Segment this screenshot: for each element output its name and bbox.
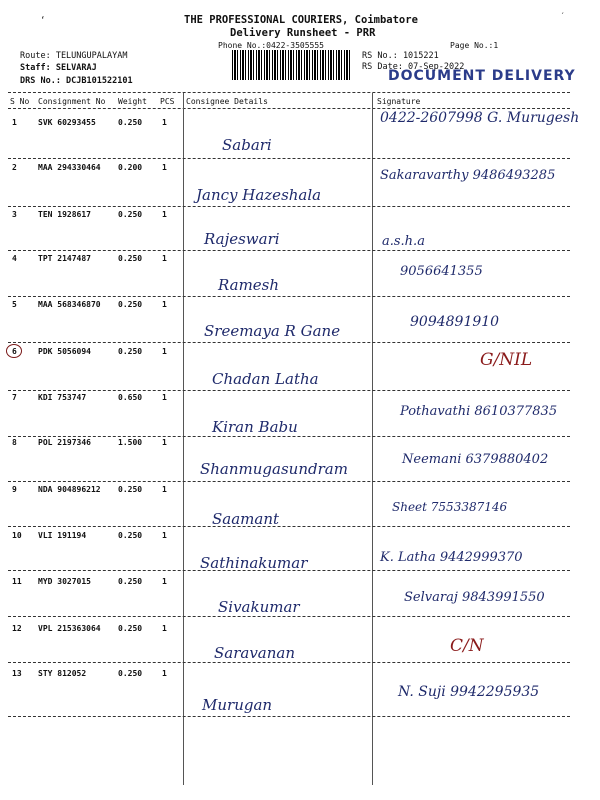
row-pcs: 1	[162, 210, 167, 219]
document-delivery-stamp: DOCUMENT DELIVERY	[388, 68, 576, 84]
column-header-consignee: Consignee Details	[186, 97, 268, 106]
row-sno: 8	[12, 438, 17, 447]
row-pcs: 1	[162, 438, 167, 447]
row-sno: 7	[12, 393, 17, 402]
barcode	[232, 50, 352, 80]
consignee-handwriting: Murugan	[202, 696, 273, 714]
row-sno: 4	[12, 254, 17, 263]
row-divider	[8, 716, 570, 717]
consignee-handwriting: Shanmugasundram	[200, 460, 348, 478]
row-pcs: 1	[162, 393, 167, 402]
scan-mark-icon: ‘	[40, 16, 46, 26]
row-sno: 1	[12, 118, 17, 127]
rs-date-field: RS Date: 07-Sep-2022	[362, 62, 465, 72]
row-weight: 0.250	[118, 254, 143, 263]
row-divider	[8, 662, 570, 663]
row-sno: 5	[12, 300, 17, 309]
divider	[8, 92, 570, 93]
scan-mark-icon: ′	[560, 12, 566, 22]
row-sno: 3	[12, 210, 17, 219]
row-pcs: 1	[162, 254, 167, 263]
row-pcs: 1	[162, 485, 167, 494]
company-title: THE PROFESSIONAL COURIERS, Coimbatore	[184, 14, 418, 26]
signature-handwriting: 0422-2607998 G. Murugesh	[380, 110, 580, 126]
column-header-sno: S No	[10, 97, 30, 106]
row-divider	[8, 296, 570, 297]
row-consignment-no: SVK 60293455	[38, 118, 96, 127]
column-header-consignment: Consignment No	[38, 97, 106, 106]
row-consignment-no: VLI 191194	[38, 531, 87, 540]
phone-number: Phone No.:0422-3505555	[218, 41, 324, 50]
consignee-handwriting: Saravanan	[214, 644, 296, 662]
row-weight: 0.250	[118, 624, 143, 633]
signature-handwriting: Selvaraj 9843991550	[404, 590, 545, 605]
divider	[8, 108, 570, 109]
column-header-signature: Signature	[377, 97, 421, 106]
row-sno: 12	[12, 624, 22, 633]
signature-handwriting: 9056641355	[400, 264, 483, 279]
consignee-handwriting: Sathinakumar	[200, 554, 308, 572]
row-pcs: 1	[162, 624, 167, 633]
row-weight: 0.250	[118, 531, 143, 540]
row-pcs: 1	[162, 163, 167, 172]
signature-handwriting: Sheet 7553387146	[392, 500, 508, 514]
column-divider	[372, 93, 373, 785]
row-consignment-no: POL 2197346	[38, 438, 91, 447]
row-divider	[8, 158, 570, 159]
row-sno: 9	[12, 485, 17, 494]
column-divider	[183, 93, 184, 785]
consignee-handwriting: Kiran Babu	[212, 418, 298, 436]
row-weight: 0.200	[118, 163, 143, 172]
column-header-weight: Weight	[118, 97, 147, 106]
row-divider	[8, 206, 570, 207]
row-consignment-no: VPL 215363064	[38, 624, 101, 633]
row-consignment-no: STY 812052	[38, 669, 87, 678]
row-weight: 0.250	[118, 347, 143, 356]
row-divider	[8, 342, 570, 343]
row-weight: 0.250	[118, 300, 143, 309]
row-pcs: 1	[162, 531, 167, 540]
signature-handwriting: Pothavathi 8610377835	[400, 404, 558, 419]
row-weight: 0.250	[118, 485, 143, 494]
row-sno: 10	[12, 531, 22, 540]
row-divider	[8, 436, 570, 437]
row-divider	[8, 481, 570, 482]
row-weight: 0.250	[118, 669, 143, 678]
drs-number-field: DRS No.: DCJB101522101	[20, 76, 133, 86]
signature-handwriting: G/NIL	[480, 350, 533, 370]
row-pcs: 1	[162, 347, 167, 356]
row-pcs: 1	[162, 577, 167, 586]
row-divider	[8, 570, 570, 571]
row-divider	[8, 526, 570, 527]
row-pcs: 1	[162, 669, 167, 678]
row-divider	[8, 390, 570, 391]
row-consignment-no: PDK 5056094	[38, 347, 91, 356]
signature-handwriting: Sakaravarthy 9486493285	[380, 168, 556, 183]
signature-handwriting: K. Latha 9442999370	[380, 550, 523, 565]
signature-handwriting: C/N	[450, 636, 484, 656]
consignee-handwriting: Chadan Latha	[212, 370, 319, 388]
signature-handwriting: 9094891910	[410, 314, 500, 330]
consignee-handwriting: Jancy Hazeshala	[196, 186, 322, 204]
row-divider	[8, 250, 570, 251]
row-weight: 0.250	[118, 577, 143, 586]
signature-handwriting: Neemani 6379880402	[402, 452, 549, 467]
row-pcs: 1	[162, 300, 167, 309]
column-header-pcs: PCS	[160, 97, 175, 106]
row-pcs: 1	[162, 118, 167, 127]
row-weight: 0.250	[118, 118, 143, 127]
consignee-handwriting: Sreemaya R Gane	[204, 322, 341, 340]
row-divider	[8, 616, 570, 617]
row-consignment-no: MAA 568346870	[38, 300, 101, 309]
consignee-handwriting: Rajeswari	[204, 230, 280, 248]
row-weight: 0.250	[118, 210, 143, 219]
document-title: Delivery Runsheet - PRR	[230, 27, 376, 39]
page-number: Page No.:1	[450, 41, 499, 50]
signature-handwriting: a.s.h.a	[382, 234, 425, 249]
consignee-handwriting: Saamant	[212, 510, 280, 528]
row-weight: 1.500	[118, 438, 143, 447]
row-sno: 6	[12, 347, 17, 356]
row-weight: 0.650	[118, 393, 143, 402]
row-consignment-no: NDA 904896212	[38, 485, 101, 494]
rs-number-field: RS No.: 1015221	[362, 51, 439, 61]
row-sno: 2	[12, 163, 17, 172]
row-consignment-no: TPT 2147487	[38, 254, 91, 263]
consignee-handwriting: Sivakumar	[218, 598, 300, 616]
consignee-handwriting: Ramesh	[218, 276, 280, 294]
row-consignment-no: MYD 3027015	[38, 577, 91, 586]
row-sno: 13	[12, 669, 22, 678]
signature-handwriting: N. Suji 9942295935	[398, 684, 540, 700]
staff-field: Staff: SELVARAJ	[20, 63, 97, 73]
row-consignment-no: MAA 294330464	[38, 163, 101, 172]
row-consignment-no: TEN 1928617	[38, 210, 91, 219]
route-field: Route: TELUNGUPALAYAM	[20, 51, 128, 61]
row-sno: 11	[12, 577, 22, 586]
row-consignment-no: KDI 753747	[38, 393, 87, 402]
consignee-handwriting: Sabari	[222, 136, 272, 154]
